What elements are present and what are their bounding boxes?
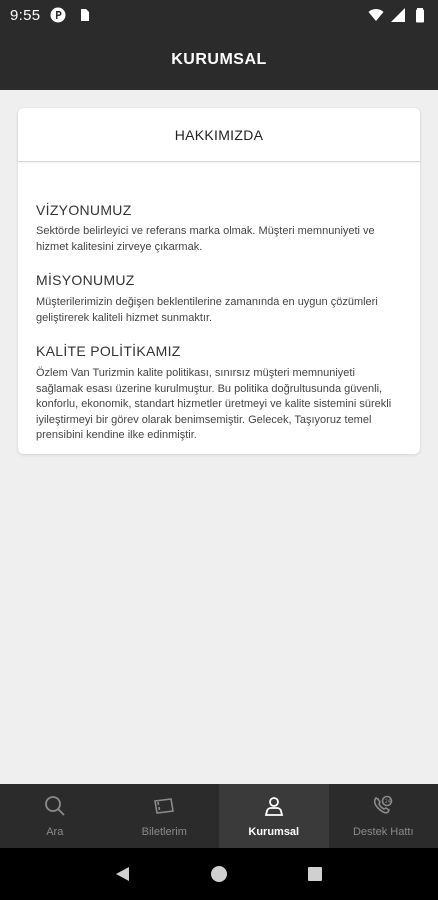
status-bar [0, 0, 438, 30]
page-title: KURUMSAL [171, 51, 267, 68]
section-text: Müşterilerimizin değişen beklentilerine zamanında en uygun çözümleri geliştirerek kaliteli hizmet sunmaktır. [36, 296, 378, 324]
search-icon [43, 794, 67, 818]
nav-label: Kurumsal [248, 826, 300, 838]
card-title: HAKKIMIZDA [174, 126, 264, 143]
battery-icon [412, 7, 428, 23]
section-heading: KALİTE POLİTİKAMIZ [36, 343, 181, 359]
nav-label: Ara [46, 826, 64, 838]
ticket-icon [152, 794, 176, 818]
card-header [18, 108, 420, 162]
about-card [18, 108, 420, 454]
system-nav-bar [0, 848, 438, 900]
nav-item-support[interactable] [329, 784, 438, 848]
bottom-nav [0, 784, 438, 848]
section-heading: MİSYONUMUZ [36, 272, 135, 288]
nav-label: Biletlerim [141, 826, 187, 838]
sim-icon [76, 7, 92, 23]
nav-item-search[interactable] [0, 784, 110, 848]
person-icon [262, 794, 286, 818]
nav-label: Destek Hattı [352, 826, 414, 838]
back-icon[interactable] [111, 862, 135, 886]
svg-text:24: 24 [384, 799, 392, 805]
signal-icon [390, 7, 406, 23]
home-icon[interactable] [207, 862, 231, 886]
status-time: 9:55 [10, 6, 41, 24]
wifi-icon [368, 7, 384, 23]
section-text: Özlem Van Turizmin kalite politikası, sınırsız müşteri memnuniyeti sağlamak esası üzerine kurulmuştur. Bu politika doğrultusunda güvenli, konforlu, ekonomik, standart hizmetler üretmeyi ve kalite sistemini sürekli iyileştirmeyi bir görev olarak benimsemiştir. Gelecek, Taşıyoruz temel prensibini kendine ilke edinmiştir. [36, 367, 392, 441]
section-heading: VİZYONUMUZ [36, 202, 132, 218]
app-notification-icon [50, 7, 66, 23]
support-phone-icon [371, 794, 395, 818]
nav-item-corporate[interactable] [219, 784, 329, 848]
app-bar [0, 30, 438, 90]
nav-item-tickets[interactable] [110, 784, 220, 848]
section-text: Sektörde belirleyici ve referans marka olmak. Müşteri memnuniyeti ve hizmet kalitesini zirveye çıkarmak. [36, 225, 375, 253]
recents-icon[interactable] [303, 862, 327, 886]
